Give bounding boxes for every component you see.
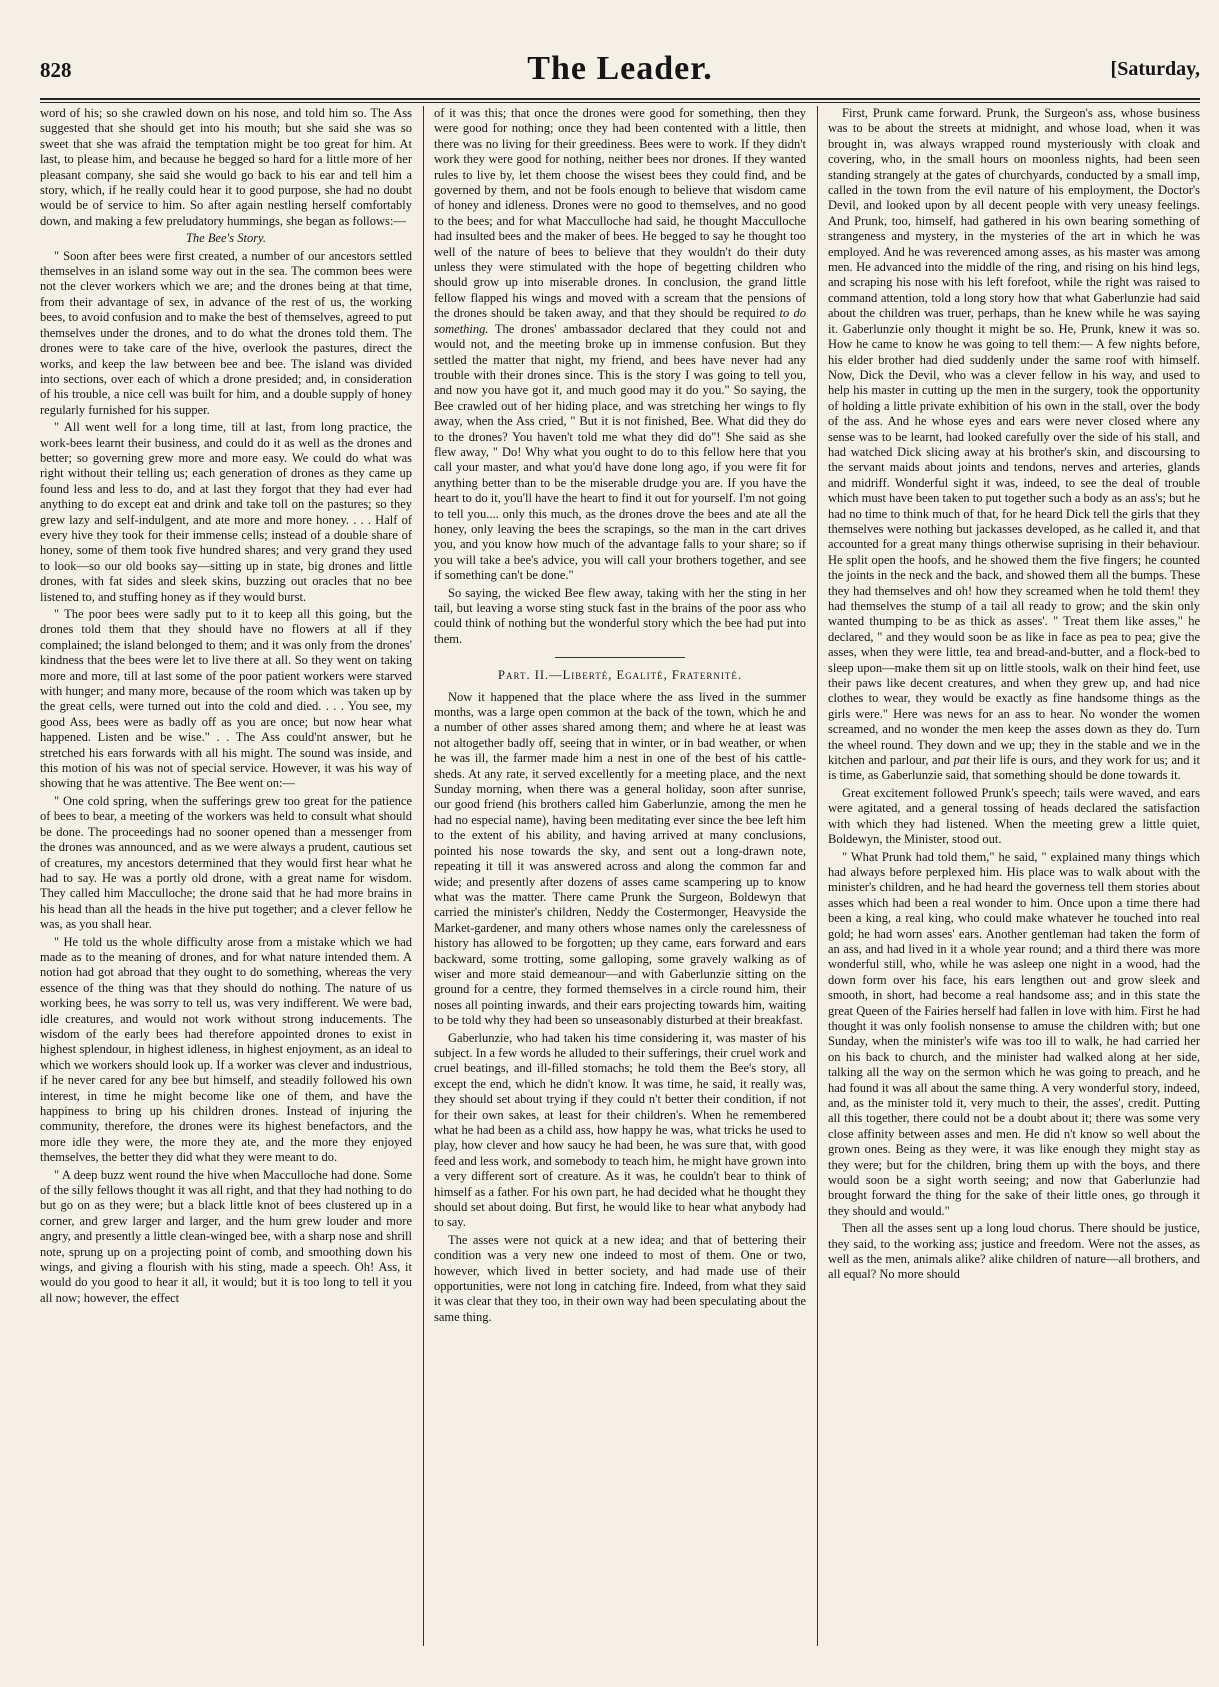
paragraph <box>828 106 1200 784</box>
text-run: The drones' ambassador declared that they could not and would not, and the meeting broke up in immense confusion. But they settled the matter that night, my friend, and bees have never had any trouble with their drones since. This is the story I was going to tell you, and now you have got it, and much good may it do you." So saying, the Bee crawled out of her hiding place, and was stretching her wings to fly away, when the Ass cried, " But it is not finished, Bee. What did they do to the drones? You haven't told me what they did do"! She said as she flew away, " Do! Why what you ought to do to this fellow here that you call your master, and what you'd have done long ago, if you were fit for anything better than to be the miserable drudge you are. If you have the heart to do it, you'll have the heart to find it out for yourself. I'm not going to tell you.... only this much, as the drones drove the bees and ate all the honey, only leaving the bees the scrapings, so the man in the cart drives you, and you know how much of the advantage falls to your share; so if you will take a bee's advice, you will call your brothers together, and see if something can't be done." <box>434 321 806 583</box>
paragraph: " A deep buzz went round the hive when Macculloche had done. Some of the silly fellows thought it was all right, and that they had nothing to do but go on as they were; but a black little knot of bees clustered up in a corner, and grew larger and larger, and the hum grew louder and more angry, and presently a little clean-winged bee, with a sharp nose and shrill note, sprung up on a projecting point of comb, and smoothing down his wings, and giving a flourish with his sting, made a speech. Oh! Ass, it would do you good to hear it all, it would; but it is too long to tell it you all now; however, the effect <box>40 1167 412 1305</box>
paragraph: " What Prunk had told them," he said, " explained many things which had always before perplexed him. His place was to walk about with the minister's children, and he had heard the governess tell them stories about asses which had been a real wonder to him. Once upon a time there had been a king, a real king, who could make whatever he touched into real gold; he had worn asses' ears. Another gentleman had taken the form of an ass, and had lived in it a whole year round; and a third there was more wonderful still, who, while he was asleep one night in a wood, had the down form over his face, his ears lengthen out and grow sleek and smooth, in short, had become a real handsome ass; and in this state the great Queen of the Fairies herself had fallen in love with him. First he had thought it was only foolish nonsense to amuse the children with; but one Sunday, when the minister's wife was too ill to walk, he had carried her on his back to church, and the minister had walked along at her side, talking all the way on the sermon which he was going to preach, and he had found it was all about the same thing. A very wonderful story, indeed, and, as the minister told it, very much to their, the asses', credit. Putting all this together, there could not be a doubt about it; there was some very close affinity between asses and men. He did n't know so well about the grown ones. Being as they were, it was like enough they might stay as they were; but for the children, bring them up with the boys, and there would soon be a sight worth seeing; and now that Gaberlunzie had brought forward the thing for the sake of their little ones, go through it they should and would." <box>828 849 1200 1218</box>
paragraph: Then all the asses sent up a long loud chorus. There should be justice, they said, to the working ass; justice and freedom. Were not the asses, as well as the men, animals alike? alike children of nature—all brothers, and all equal? No more should <box>828 1221 1200 1282</box>
column-3 <box>828 106 1200 1646</box>
paragraph: Great excitement followed Prunk's speech; tails were waved, and ears were agitated, and a general tossing of heads declared the satisfaction with which they had listened. When the meeting grew a little quiet, Boldewyn, the Minister, stood out. <box>828 785 1200 847</box>
paragraph: " All went well for a long time, till at last, from long practice, the work-bees learnt their business, and could do it as well as the drones and better; so governing grew more and more easy. We could do what was right without their telling us; each generation of drones as they came up found less and less to do, and at last they forgot that they had ever had anything to do except eat and drink and take toll on the pastures; so they grew lazy and self-indulgent, and ate more and more honey. . . . Half of every hive they took for their immense cells; instead of a double share of honey, some of them took five hundred shares; and very grand they used to look—so our old books say—sitting up in state, big drones and little drones, with fat sides and sleek skins, buzzing out oracles that no bee listened to, and stuffing honey as if they would burst. <box>40 420 412 604</box>
page-number: 828 <box>40 58 72 82</box>
masthead-title: The Leader. <box>527 50 713 87</box>
text-run: of it was this; that once the drones were good for something, then they were good for nothing; once they had been contented with a little, then there was no living for their greediness. Bees were to work. If they didn't work they were good for nothing, neither bees nor drones. If they wanted rules to live by, let them choose the wisest bees they could find, and be governed by them, and not be fools enough to believe that wisdom came of honey and idleness. Drones were no good to themselves, and no good to the bees; and for what Macculloche had said, he thought Macculloche had insulted bees and the maker of bees. He begged to say he thought too well of the nature of bees to believe that they wouldn't do their duty unless they were stimulated with the hope of begetting children who should grow up into miserable drones. In conclusion, the grand little fellow flapped his wings and moved with a scream that the pensions of the drones should be taken away, and that they should be required <box>434 106 806 321</box>
part-heading: Part. II.—Liberté, Egalité, Fraternité. <box>498 668 742 683</box>
column-divider <box>423 106 424 1646</box>
header-rule <box>40 98 1200 100</box>
paragraph: So saying, the wicked Bee flew away, taking with her the sting in her tail, but leaving a worse sting stuck fast in the brains of the poor ass who could think of nothing but the wonderful story which the bee had put into them. <box>434 585 806 646</box>
paragraph: " One cold spring, when the sufferings grew too great for the patience of bees to bear, a meeting of the workers was held to consult what should be done. The proceedings had no sooner opened than a messenger from the drones was announced, and as we were always a prudent, cautious set of creatures, my ancestors determined that they would first hear what he had to say. He was a portly old drone, with a great name for wisdom. They called him Macculloche; the drone said that he had more brains in his head than all the heads in the hive put together; and a clever fellow he was, as you shall hear. <box>40 793 412 932</box>
section-rule <box>555 657 685 658</box>
text-run: their life is ours, and they work for us; and it is time, as Gaberlunzie said, that something should be done towards it. <box>828 753 1200 783</box>
paragraph: The asses were not quick at a new idea; and that of bettering their condition was a very new one indeed to most of them. One or two, however, which lived in better society, and had made use of their opportunities, were not long in catching fire. Indeed, from what they said it was clear that they too, in their own way had been speculating about the same thing. <box>434 1232 806 1324</box>
paragraph: " Soon after bees were first created, a number of our ancestors settled themselves in an island some way out in the sea. The common bees were not the clever workers which we are; and the drones being at that time, from their advantage of sex, in advance of the rest of us, the working bees, to avoid confusion and to make the best of themselves, agreed to put themselves under the drones, and to do what the drones told them. The drones were to take care of the hive, overlook the pastures, direct the works, and keep the law between bee and bee. The island was divided into sections, over each of which a drone presided; and, in consideration of his trouble, a nice cell was built for him, and a double supply of honey regularly furnished for his supper. <box>40 248 412 417</box>
paragraph: " He told us the whole difficulty arose from a mistake which we had made as to the meaning of drones, and for what nature intended them. A notion had got abroad that they ought to do something, whereas the very essence of the thing was that they should do nothing. The nature of us working bees, he was sorry to tell us, was very indifferent. We were bad, idle creatures, and would not work without strong inducements. The wisdom of the early bees had therefore appointed drones to exist in highest splendour, in highest idleness, in highest enjoyment, as an ideal to which we workers should look up. If a worker was clever and industrious, if he never cared for any bee but himself, and steadily followed his own interest, in time he might become like one of them, and have the happiness to bring up his children drones. Instead of injuring the community, therefore, the drones were its highest benefactors, and the more idle they were, the more they ate, and the more they enjoyed themselves, the better they did what they were meant to do. <box>40 934 412 1165</box>
section-subhead: The Bee's Story. <box>185 231 267 246</box>
paragraph: Gaberlunzie, who had taken his time considering it, was master of his subject. In a few words he alluded to their sufferings, their cruel work and cruel beatings, and ill-filled stomachs; he told them the Bee's story, all except the end, which he didn't know. It was time, he said, it really was, they should set about trying if they could n't better their condition, if not for their own sakes, at least for their children's. When he remembered what he had been as a child ass, how happy he was, what tricks he used to play, how clever and how saucy he had been, he was sure that, with good feed and less work, and somebody to teach him, he might have grown into a very different sort of creature. As it was, he couldn't bear to think of himself as a father. For his own part, he had decided what he thought they should set about doing. But first, he would like to hear what anybody had to say. <box>434 1030 806 1230</box>
paragraph: " The poor bees were sadly put to it to keep all this going, but the drones told them that they should have no flowers at all if they complained; the island belonged to them; and it was only from the drones' kindness that the bees were let to live there at all. So they went on taking more and more, till at last some of the poor patient workers were starved with hunger; and many more, because of the room which was taken up by the great cells, were turned out into the cold and died. . . . You see, my good Ass, bees were as badly off as you are once; but now hear what happened. Listen and be wise." . . The Ass could'nt answer, but he stretched his ears forwards with all his might. The sound was inside, and this motion of his was not of special service. However, it was his way of showing that he was attentive. The Bee went on:— <box>40 607 412 791</box>
text-run: First, Prunk came forward. Prunk, the Surgeon's ass, whose business was to be about the streets at midnight, and whose load, when it was brought in, was always wrapped round mysteriously with cloak and covering, who, in the small hours on moonless nights, had been seen standing strangely at the gates of churchyards, conducted by a small imp, called in the town from the evil nature of his employment, the Doctor's Devil, and looked upon by all decent people with very uneasy feelings. And Prunk, too, himself, had gathered in his own bearing something of strangeness and mystery, in the mysteries of the art in which he was employed. And he was reverenced among asses, as his master was among men. He advanced into the middle of the ring, and rising on his hind legs, and scraping his nose with his left forefoot, while the right was raised to command attention, told a long story how that what Gaberlunzie had said about the children was truer, perhaps, than he knew while he was saying it. Gaberlunzie only thought it might be so. He, Prunk, knew it was so. How he came to know he was going to tell them:— A few nights before, his elder brother had died suddenly under the same roof with himself. Now, Dick the Devil, who was a clever fellow in his way, and used to help his master in cutting up the men in the surgery, took the opportunity of holding a little private exhibition of his own in the stall, over the body of the ass. And he whose eyes and ears were never closed where any sense was to be learnt, had looked carefully over the side of his stall, and had watched Dick slicing away at his brother's skin, and discoursing to the servant maids about joints and tendons, nerves and arteries, glands and midriff. Wonderful sight it was, indeed, to see the deal of trouble which must have been taken to put together such a body as an ass's; but he had no time to think much of that, for he heard Dick tell the girls that they themselves were nothing but jackasses developed, as he called it, and that accounted for a great many things otherwise suprising in their behaviour. He split open the hoofs, and he showed them the five fingers; he counted the joints in the neck and the back, and showed them all the bumps. These they had themselves and oh! how they screamed when he told them! they had themselves the stump of a tail all ready to grow; and the skin only wanted thumping to be as thick as asses'. " Treat them like asses," he declared, " and they would soon be as like in face as pea to pea; give the asses, when they were little, tea and bread-and-butter, and a flock-bed to sleep upon—make them sit up on little stools, walk on their hind feet, use their paws like decent creatures, and when they grew up, and had nice clothes to wear, they would be exactly as fine handsome things as the girls were." Here was news for an ass to hear. No wonder the women screamed, and no wonder the men keep the asses down as they do. Turn the wheel round. They down and we up; they in the stable and we in the kitchen and parlour, and <box>828 106 1200 768</box>
article-columns <box>40 106 1200 1646</box>
issue-day: [Saturday, <box>1110 58 1200 80</box>
paragraph <box>434 106 806 584</box>
emphasis: pat <box>953 753 970 768</box>
column-divider <box>817 106 818 1646</box>
emphasis: to do something. <box>434 306 806 336</box>
header-rule-thin <box>40 102 1200 103</box>
column-2 <box>434 106 806 1646</box>
page-header <box>40 0 1200 90</box>
column-1 <box>40 106 412 1646</box>
paragraph: word of his; so she crawled down on his nose, and told him so. The Ass suggested that she should get into his mouth; but she said she was so sweet that she was afraid the temptation might be too great for him. At last, to please him, and because he begged so hard for a little more of her pleasant company, she said she would go back to his ear and tell him a story, which, if he really could hear it to good purpose, she had no doubt would be of service to him. So after again nestling herself comfortably down, and making a few preludatory hummings, she began as follows:— <box>40 106 412 228</box>
paragraph: Now it happened that the place where the ass lived in the summer months, was a large open common at the back of the town, which he and a number of other asses shared among them; and where he at least was not altogether badly off, seeing that in winter, or in bad weather, or when he was ill, the farmer made him a nest in one of the best of his cattle-sheds. At any rate, it served excellently for a meeting place, and the next Sunday morning, when there was a general holiday, soon after sunrise, our good friend (his brothers called him Gaberlunzie, among the men he had no especial name), having been meditating ever since the bee left him to the extent of his ability, and having arrived at many conclusions, pointed his nose towards the sky, and sent out a long-drawn note, repeating it till it was answered across and along the common far and wide; and presently after dozens of asses came scampering up to know what was the matter. There came Prunk the Surgeon, Boldewyn that carried the minister's children, Neddy the Costermonger, Heavyside the Market-gardener, and many others whose names only the carelessness of history has allowed to be forgotten; up they came, ears forward and ears backward, some trotting, some galloping, some gravely walking as of wiser and more staid demeanour—and with Gaberlunzie sitting on the ground for a centre, they formed themselves in a circle round him, their noses all pointing inwards, and their ears projecting towards him, waiting to be told why they had been so unseasonably disturbed at their breakfast. <box>434 689 806 1028</box>
